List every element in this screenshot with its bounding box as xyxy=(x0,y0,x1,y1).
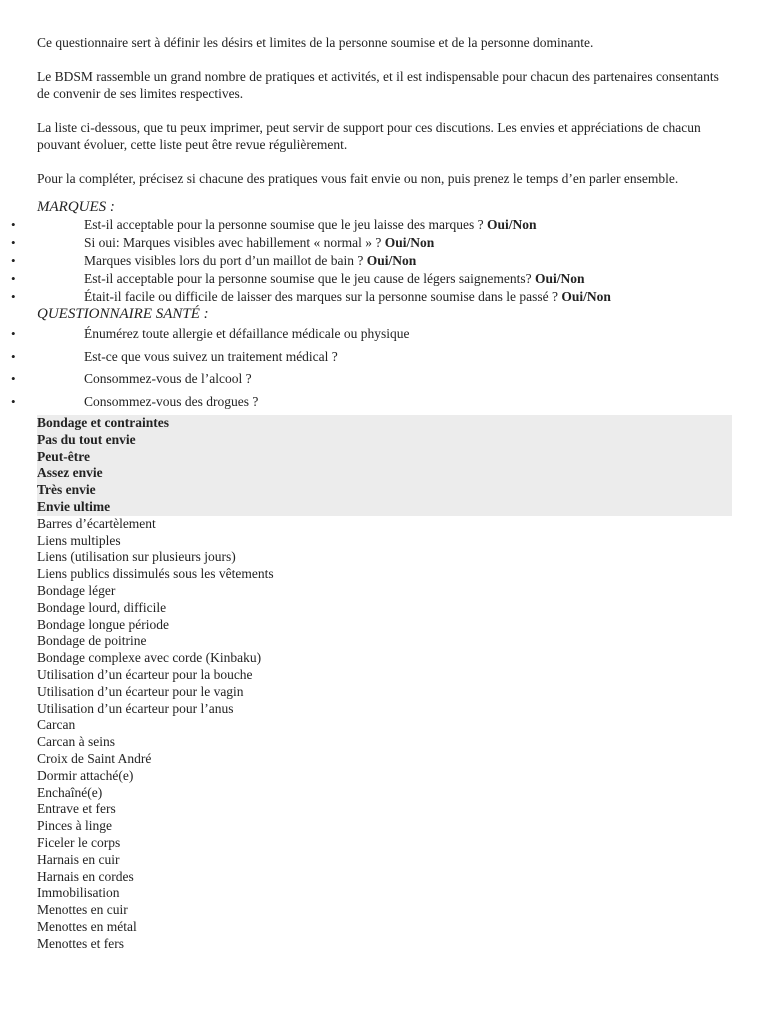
header-cell: Pas du tout envie xyxy=(37,431,136,447)
table-row: Harnais en cordes xyxy=(37,868,134,884)
table-row: Ficeler le corps xyxy=(37,834,121,850)
intro-paragraph: Pour la compléter, précisez si chacune des pratiques vous fait envie ou non, puis prenez le temps d’en parler ensemble. xyxy=(37,171,679,186)
intro-paragraph: La liste ci-dessous, que tu peux imprimer, peut servir de support pour ces discutions. Les envies et appréciations de chacun pouvant évoluer, cette liste peut être revue régulièrement. xyxy=(37,120,701,152)
table-row: Utilisation d’un écarteur pour la bouche xyxy=(37,666,253,682)
table-row: Croix de Saint André xyxy=(37,750,152,766)
list-item: • Énumérez toute allergie et défaillance médicale ou physique xyxy=(37,323,732,346)
table-row: Menottes en cuir xyxy=(37,902,128,918)
list-item: • Consommez-vous de l’alcool ? xyxy=(37,368,732,391)
table-row: Dormir attaché(e) xyxy=(37,767,134,783)
list-item: • Est-ce que vous suivez un traitement médical ? xyxy=(37,346,732,369)
table-row: Barres d’écartèlement xyxy=(37,515,156,531)
answer-text: Oui/Non xyxy=(487,217,537,232)
table-row: Pinces à linge xyxy=(37,818,112,834)
table-row: Bondage complexe avec corde (Kinbaku) xyxy=(37,650,262,666)
list-item xyxy=(37,216,732,234)
section-heading-sante: QUESTIONNAIRE SANTÉ : xyxy=(37,306,209,322)
header-cell: Peut-être xyxy=(37,448,90,464)
table-row: Liens (utilisation sur plusieurs jours) xyxy=(37,549,236,565)
question-text: Est-il acceptable pour la personne soumise que le jeu laisse des marques ? xyxy=(84,217,487,232)
sante-list xyxy=(37,323,732,413)
list-item xyxy=(37,288,732,306)
list-item: • Consommez-vous des drogues ? xyxy=(37,391,732,414)
table-row: Menottes en métal xyxy=(37,918,137,934)
table-row: Utilisation d’un écarteur pour le vagin xyxy=(37,683,244,699)
list-item xyxy=(37,234,732,252)
bondage-items xyxy=(37,516,732,953)
table-row: Immobilisation xyxy=(37,885,120,901)
bondage-table-header xyxy=(37,415,732,516)
table-row: Liens publics dissimulés sous les vêtements xyxy=(37,566,274,582)
table-row: Liens multiples xyxy=(37,532,121,548)
answer-text: Oui/Non xyxy=(366,253,417,268)
table-row: Bondage de poitrine xyxy=(37,633,147,649)
answer-text: Oui/Non xyxy=(561,289,611,304)
header-cell: Très envie xyxy=(37,482,96,498)
table-row: Enchaîné(e) xyxy=(37,784,103,800)
section-heading-marques: MARQUES : xyxy=(37,199,115,215)
table-row: Carcan à seins xyxy=(37,734,115,750)
list-item xyxy=(37,270,732,288)
header-cell: Assez envie xyxy=(37,465,103,481)
marques-list xyxy=(37,216,732,306)
table-row: Bondage léger xyxy=(37,582,116,598)
question-text: Si oui: Marques visibles avec habillement « normal » ? xyxy=(84,235,385,250)
list-item xyxy=(37,252,732,270)
intro-paragraph: Le BDSM rassemble un grand nombre de pratiques et activités, et il est indispensable pour chacun des partenaires consentants de convenir de ses limites respectives. xyxy=(37,69,719,101)
table-row: Harnais en cuir xyxy=(37,851,120,867)
header-cell: Bondage et contraintes xyxy=(37,415,169,430)
question-text: Marques visibles lors du port d’un maillot de bain ? xyxy=(84,253,367,268)
question-text: Était-il facile ou difficile de laisser des marques sur la personne soumise dans le passé ? xyxy=(84,289,562,304)
table-row: Bondage longue période xyxy=(37,616,169,632)
intro-paragraph: Ce questionnaire sert à définir les désirs et limites de la personne soumise et de la personne dominante. xyxy=(37,35,594,50)
header-cell: Envie ultime xyxy=(37,498,111,514)
answer-text: Oui/Non xyxy=(534,271,585,286)
table-row: Entrave et fers xyxy=(37,801,116,817)
table-row: Carcan xyxy=(37,717,76,733)
table-row: Bondage lourd, difficile xyxy=(37,599,167,615)
table-row: Utilisation d’un écarteur pour l’anus xyxy=(37,700,234,716)
table-row: Menottes et fers xyxy=(37,935,124,951)
question-text: Est-il acceptable pour la personne soumise que le jeu cause de légers saignements? xyxy=(84,271,535,286)
answer-text: Oui/Non xyxy=(384,235,435,250)
